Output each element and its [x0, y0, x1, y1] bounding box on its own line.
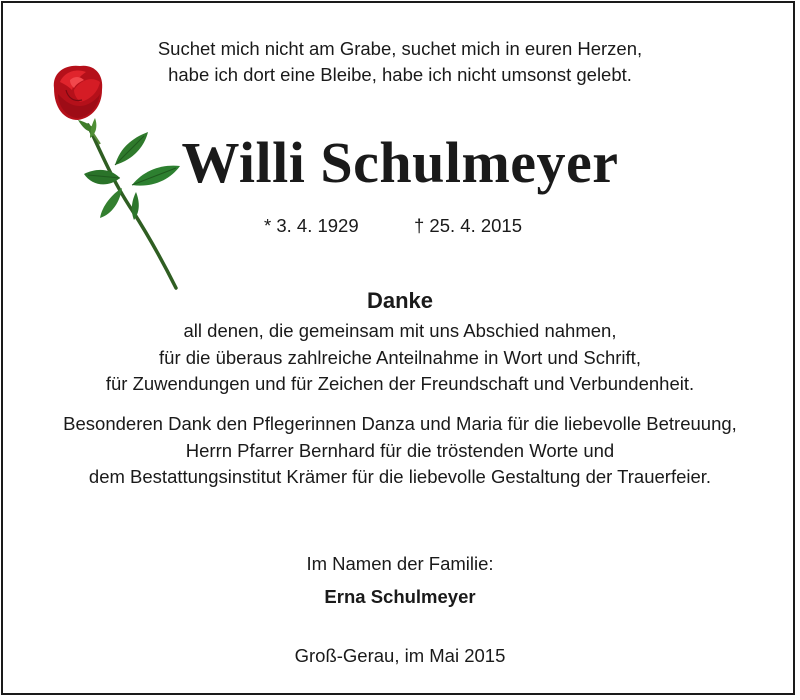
special-thanks-line: Besonderen Dank den Pflegerinnen Danza und Maria für die liebevolle Betreuung, [63, 413, 737, 434]
thanks-paragraph [0, 318, 800, 398]
motto-quote [0, 36, 800, 88]
thanks-line: all denen, die gemeinsam mit uns Abschied nahmen, [183, 320, 617, 341]
motto-line: habe ich dort eine Bleibe, habe ich nicht umsonst gelebt. [168, 64, 632, 85]
place-and-date: Groß-Gerau, im Mai 2015 [294, 645, 506, 666]
family-signatory: Erna Schulmeyer [324, 586, 476, 607]
thanks-heading: Danke [366, 288, 434, 313]
thanks-line: für die überaus zahlreiche Anteilnahme in Wort und Schrift, [159, 346, 641, 368]
motto-line: Suchet mich nicht am Grabe, suchet mich in euren Herzen, [157, 38, 643, 59]
special-thanks-line: dem Bestattungsinstitut Krämer für die liebevolle Gestaltung der Trauerfeier. [88, 466, 712, 487]
death-date: † 25. 4. 2015 [414, 215, 523, 236]
deceased-name: Willi Schulmeyer [181, 130, 619, 195]
birth-date: * 3. 4. 1929 [264, 215, 359, 236]
thanks-line: für Zuwendungen und für Zeichen der Freundschaft und Verbundenheit. [105, 373, 695, 394]
special-thanks-line: Herrn Pfarrer Bernhard für die tröstenden Worte und [185, 439, 615, 461]
family-label: Im Namen der Familie: [306, 553, 494, 574]
special-thanks-paragraph [0, 411, 800, 491]
